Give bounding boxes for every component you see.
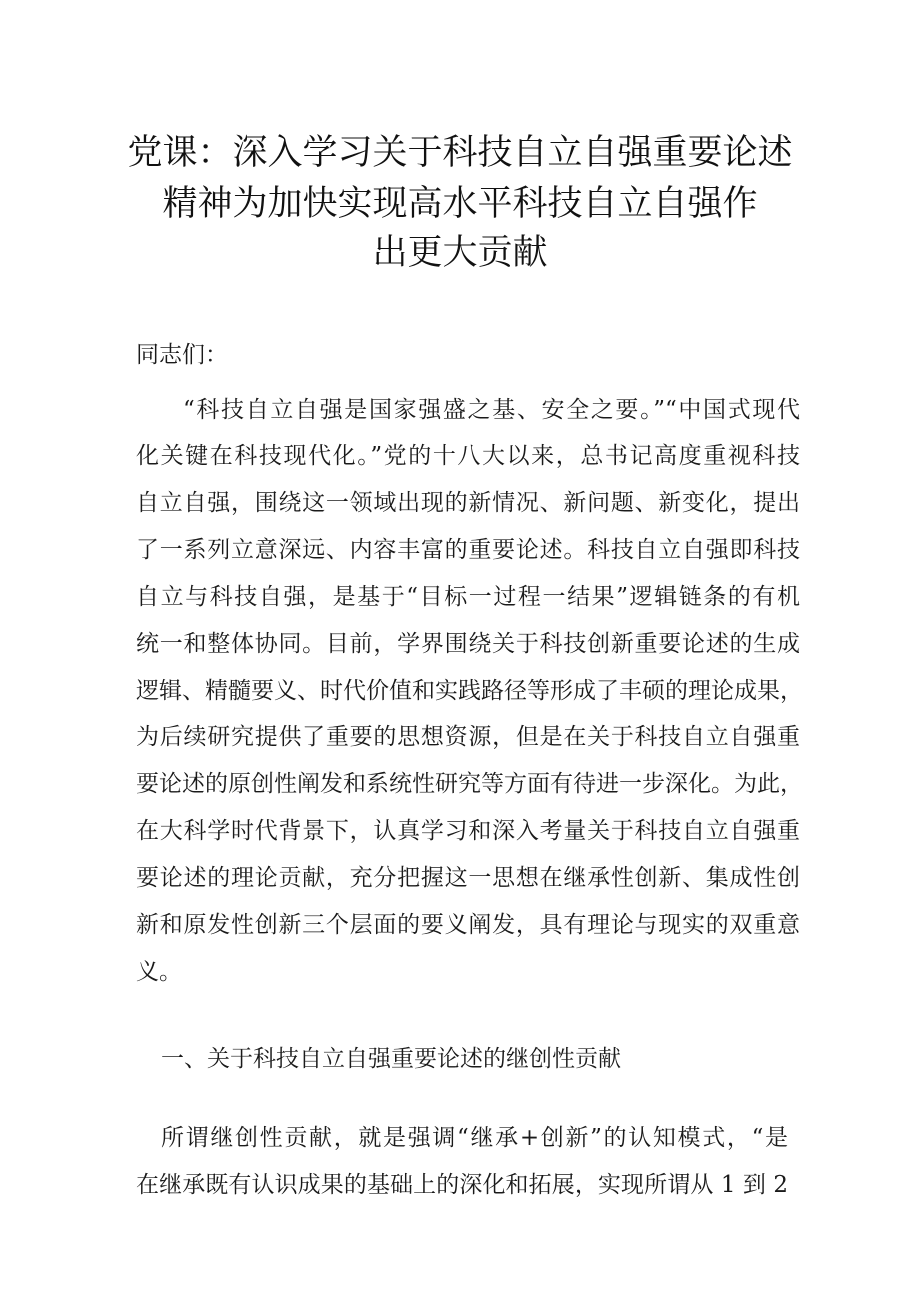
paragraph-1-line: 义。 xyxy=(136,959,182,985)
paragraph-1-line: 为后续研究提供了重要的思想资源，但是在关于科技自立自强重 xyxy=(136,724,800,750)
paragraph-2-line: 所谓继创性贡献，就是强调“继承+创新”的认知模式，“是 xyxy=(161,1125,788,1151)
section-heading-1: 一、关于科技自立自强重要论述的继创性贡献 xyxy=(161,1046,621,1072)
paragraph-1-line: 新和原发性创新三个层面的要义阐发，具有理论与现实的双重意 xyxy=(136,912,800,938)
document-title-line-1: 党课：深入学习关于科技自立自强重要论述 xyxy=(127,133,793,173)
paragraph-1-line: “科技自立自强是国家强盛之基、安全之要。”“中国式现代 xyxy=(183,397,800,423)
paragraph-1-line: 在大科学时代背景下，认真学习和深入考量关于科技自立自强重 xyxy=(136,818,800,844)
paragraph-2-line: 在继承既有认识成果的基础上的深化和拓展，实现所谓从 1 到 2 xyxy=(136,1172,788,1198)
paragraph-1-line: 自立自强，围绕这一领域出现的新情况、新问题、新变化，提出 xyxy=(136,490,800,516)
paragraph-1-line: 要论述的原创性阐发和系统性研究等方面有待进一步深化。为此， xyxy=(136,771,803,797)
paragraph-1-line: 化关键在科技现代化。”党的十八大以来，总书记高度重视科技 xyxy=(136,443,800,469)
document-title-line-2: 精神为加快实现高水平科技自立自强作 xyxy=(162,184,758,224)
paragraph-1-line: 了一系列立意深远、内容丰富的重要论述。科技自立自强即科技 xyxy=(136,537,800,563)
paragraph-1-line: 要论述的理论贡献，充分把握这一思想在继承性创新、集成性创 xyxy=(136,865,800,891)
paragraph-1-line: 逻辑、精髓要义、时代价值和实践路径等形成了丰硕的理论成果， xyxy=(136,678,803,704)
paragraph-1-line: 自立与科技自强，是基于“目标一过程一结果”逻辑链条的有机 xyxy=(136,584,800,610)
salutation: 同志们： xyxy=(136,342,228,368)
paragraph-1-line: 统一和整体协同。目前，学界围绕关于科技创新重要论述的生成 xyxy=(136,631,800,657)
document-title-line-3: 出更大贡献 xyxy=(372,233,548,273)
